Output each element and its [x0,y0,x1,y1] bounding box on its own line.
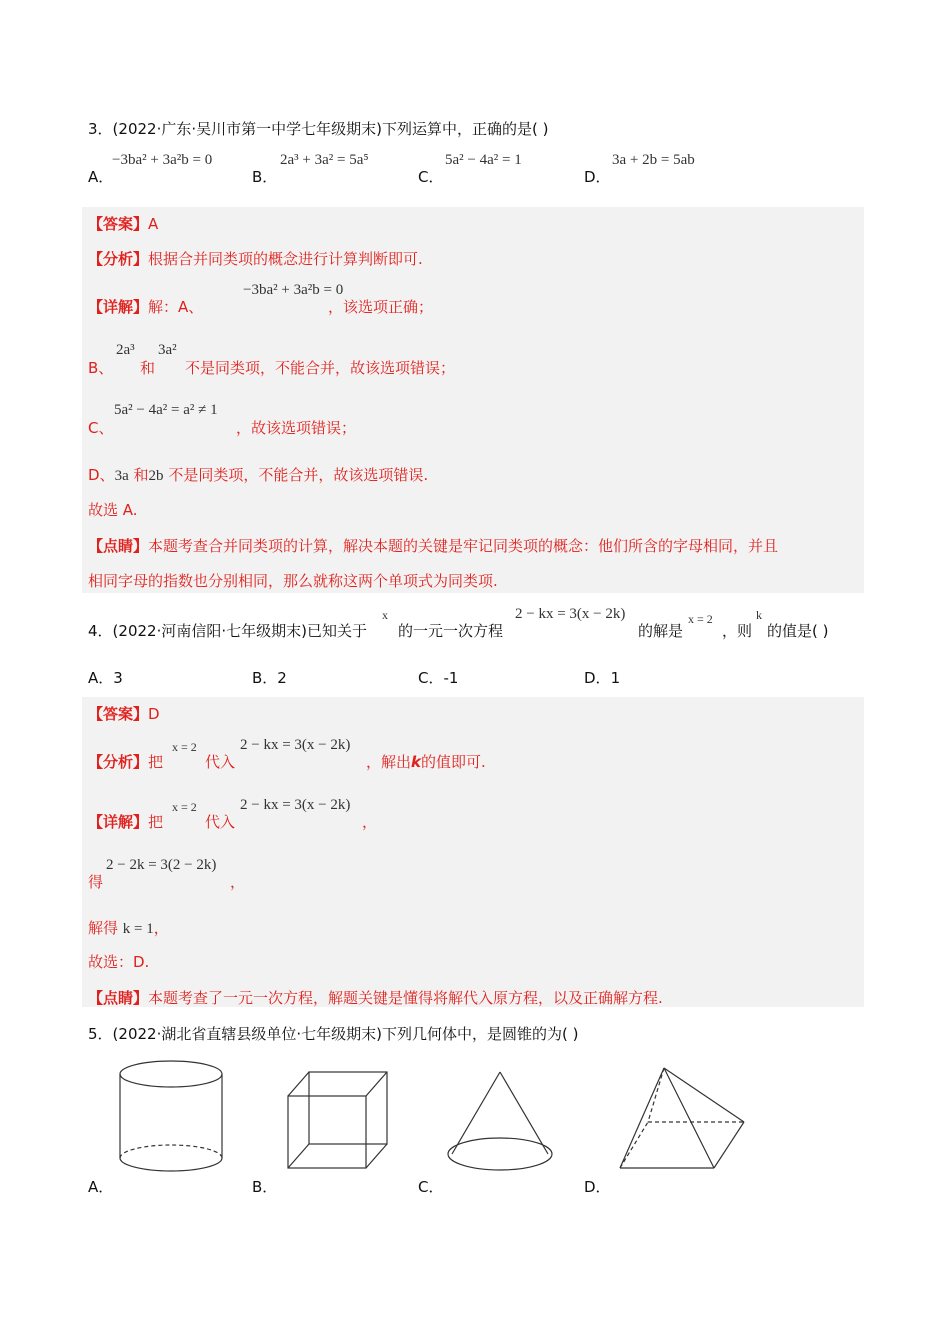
q3-choose: 故选 A. [88,501,138,519]
q3-detail-b-suffix: 不是同类项，不能合并，故该选项错误； [185,359,456,377]
q4-var-x: x [382,608,388,622]
q4-detail-prefix: 【详解】把 [88,813,164,831]
q4-answer: 【答案】D [88,705,160,723]
q4-detail-p3: ， [362,813,378,831]
q3-detail-b-term2: 3a² [158,342,177,358]
q3-option-d-label: D． [584,168,611,186]
q3-stem: 3．(2022·广东·吴川市第一中学七年级期末)下列运算中，正确的是( ) [88,120,549,138]
q3-detail-a-formula: −3ba² + 3a²b = 0 [243,282,344,298]
q4-choose: 故选：D. [88,953,150,971]
q3-option-a-label: A． [88,168,114,186]
q3-analysis: 【分析】根据合并同类项的概念进行计算判断即可. [88,250,423,268]
q4-analysis-rest: ，解出k的值即可. [366,753,486,771]
q3-detail-b-term1: 2a³ [116,342,135,358]
q4-detail-x: x = 2 [172,800,197,814]
q3-answer: 【答案】A [88,215,159,233]
q4-analysis-prefix: 【分析】把 [88,753,164,771]
q4-detail-p2: 代入 [205,813,236,831]
q4-option-b: B．2 [252,669,287,687]
q5-option-c-label: C． [418,1178,444,1196]
q4-get-eq: 2 − 2k = 3(2 − 2k) [106,857,217,873]
q3-detail-c-prefix: C、 [88,419,114,437]
q4-option-d: D．1 [584,669,621,687]
q3-detail-a: 【详解】解：A、 [88,298,204,316]
q4-analysis-eq: 2 − kx = 3(x − 2k) [240,737,351,753]
q3-option-b-formula: 2a³ + 3a² = 5a⁵ [280,152,369,168]
q4-solve: 解得 k = 1， [88,919,169,937]
q4-analysis-x: x = 2 [172,740,197,754]
q4-get-prefix: 得 [88,873,104,891]
q4-option-a: A．3 [88,669,123,687]
q4-option-c: C．-1 [418,669,459,687]
q5-option-b-label: B． [252,1178,278,1196]
q3-detail-a-suffix: ，该选项正确； [328,298,434,316]
q4-get-suffix: ， [230,873,246,891]
q3-option-c-label: C． [418,168,444,186]
q3-detail-b-and: 和 [140,359,156,377]
cube-icon [284,1068,394,1174]
q4-stem-part1: 4．(2022·河南信阳·七年级期末)已知关于 [88,622,367,640]
q5-stem: 5．(2022·湖北省直辖县级单位·七年级期末)下列几何体中，是圆锥的为( ) [88,1025,579,1043]
q5-option-a-label: A． [88,1178,114,1196]
q3-detail-c-formula: 5a² − 4a² = a² ≠ 1 [114,402,218,418]
q4-solution-panel [82,697,864,1007]
q4-var-k: k [756,608,762,622]
q4-stem-part2: 的一元一次方程 [398,622,504,640]
q3-option-c-formula: 5a² − 4a² = 1 [445,152,522,168]
q3-option-d-formula: 3a + 2b = 5ab [612,152,695,168]
q3-detail-d: D、3a 和2b 不是同类项，不能合并，故该选项错误. [88,466,429,484]
q3-option-b-label: B． [252,168,278,186]
q3-detail-c-suffix: ，故该选项错误； [236,419,357,437]
q5-option-d-label: D． [584,1178,611,1196]
q4-stem-part4: ，则 [722,622,753,640]
q4-detail-eq: 2 − kx = 3(x − 2k) [240,797,351,813]
q4-comment: 【点睛】本题考查了一元一次方程，解题关键是懂得将解代入原方程，以及正确解方程. [88,989,663,1007]
q4-equation: 2 − kx = 3(x − 2k) [515,606,626,622]
pyramid-icon [614,1062,750,1176]
cylinder-icon [115,1058,227,1176]
q3-option-a-formula: −3ba² + 3a²b = 0 [112,152,213,168]
q4-stem-part5: 的值是( ) [767,622,829,640]
q4-solution: x = 2 [688,612,713,626]
q3-detail-b-prefix: B、 [88,359,114,377]
q3-comment-line1: 【点睛】本题考查合并同类项的计算，解决本题的关键是牢记同类项的概念：他们所含的字母相同，并且 [88,537,779,555]
q4-analysis-p2: 代入 [205,753,236,771]
cone-icon [444,1068,556,1180]
q4-stem-part3: 的解是 [638,622,684,640]
q3-comment-line2: 相同字母的指数也分别相同，那么就称这两个单项式为同类项. [88,572,498,590]
